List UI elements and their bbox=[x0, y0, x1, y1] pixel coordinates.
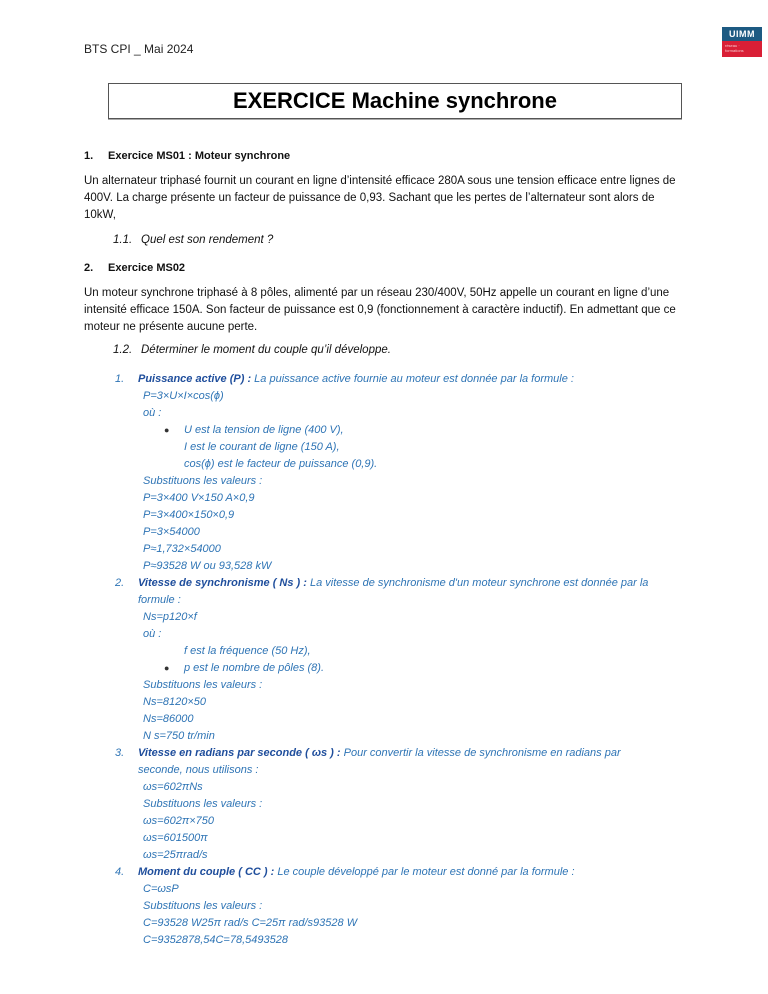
section-2-heading: Exercice MS02 bbox=[108, 262, 186, 274]
solution-1-number: 1. bbox=[115, 373, 125, 385]
section-2-number: 2. bbox=[84, 262, 94, 274]
omega-result: ωs=25πrad/s bbox=[143, 849, 208, 861]
calc-line: C=93528 W25π rad/s C=25π rad/s93528 W bbox=[143, 917, 358, 929]
torque-result: C=9352878,54C=78,5493528 bbox=[143, 934, 288, 946]
solution-1-intro: La puissance active fournie au moteur est donnée par la formule : bbox=[254, 373, 574, 385]
solution-2-intro-cont: formule : bbox=[138, 594, 181, 606]
section-1-paragraph: Un alternateur triphasé fournit un courant en ligne d’intensité efficace 280A sous une tension efficace entre lignes de 400V. La charge présente un facteur de puissance de 0,93. Sachant que les pertes de l’alternateur sont alors de 10kW, bbox=[84, 175, 676, 221]
def-f: f est la fréquence (50 Hz), bbox=[184, 645, 311, 657]
bullet-icon: ● bbox=[164, 663, 170, 673]
solution-4-heading: Moment du couple ( CC ) : bbox=[138, 866, 275, 878]
calc-line: Ns=8120×50 bbox=[143, 696, 206, 708]
calc-line: Ns=86000 bbox=[143, 713, 194, 725]
solution-1-heading-line bbox=[138, 373, 574, 385]
question-1-1 bbox=[113, 234, 273, 246]
ns-result: N s=750 tr/min bbox=[143, 730, 215, 742]
substitute-label: Substituons les valeurs : bbox=[143, 798, 263, 810]
section-1-title bbox=[84, 150, 290, 162]
logo-bottom-text: réseau · formations bbox=[722, 41, 762, 57]
solution-4-heading-line bbox=[138, 866, 575, 878]
substitute-label: Substituons les valeurs : bbox=[143, 475, 263, 487]
solution-4-intro: Le couple développé par le moteur est donné par la formule : bbox=[277, 866, 575, 878]
section-1-number: 1. bbox=[84, 150, 94, 162]
substitute-label: Substituons les valeurs : bbox=[143, 679, 263, 691]
solution-2-heading-line bbox=[138, 577, 648, 589]
def-I: I est le courant de ligne (150 A), bbox=[184, 441, 340, 453]
solution-2-intro: La vitesse de synchronisme d'un moteur synchrone est donnée par la bbox=[310, 577, 649, 589]
solution-3-intro-cont: seconde, nous utilisons : bbox=[138, 764, 259, 776]
question-1-1-text: Quel est son rendement ? bbox=[141, 234, 274, 246]
power-result: P≈93528 W ou 93,528 kW bbox=[143, 560, 272, 572]
solution-2-heading: Vitesse de synchronisme ( Ns ) : bbox=[138, 577, 307, 589]
substitute-label: Substituons les valeurs : bbox=[143, 900, 263, 912]
solution-3-intro: Pour convertir la vitesse de synchronisme en radians par bbox=[343, 747, 621, 759]
where-label: où : bbox=[143, 407, 162, 419]
solution-3-number: 3. bbox=[115, 747, 125, 759]
calc-line: ωs=601500π bbox=[143, 832, 208, 844]
formula-torque: C=ωsP bbox=[143, 883, 179, 895]
calc-line: P=3×400×150×0,9 bbox=[143, 509, 235, 521]
solution-1-heading: Puissance active (P) : bbox=[138, 373, 252, 385]
formula-omega: ωs=602πNs bbox=[143, 781, 203, 793]
formula-power: P=3×U×I×cos(ϕ) bbox=[143, 390, 224, 402]
def-U: U est la tension de ligne (400 V), bbox=[184, 424, 344, 436]
def-cos: cos(ϕ) est le facteur de puissance (0,9). bbox=[184, 458, 378, 470]
solution-3-heading-line bbox=[138, 747, 621, 759]
calc-line: P=3×400 V×150 A×0,9 bbox=[143, 492, 255, 504]
section-2-paragraph: Un moteur synchrone triphasé à 8 pôles, alimenté par un réseau 230/400V, 50Hz appelle un courant en ligne d’une intensité efficace 150A. Son facteur de puissance est 0,9 (fonctionnement à caractère inductif). En admettant que ce moteur ne présente aucune perte. bbox=[84, 287, 676, 333]
calc-line: ωs=602π×750 bbox=[143, 815, 214, 827]
solution-2-number: 2. bbox=[115, 577, 125, 589]
question-1-2-number: 1.2. bbox=[113, 344, 133, 356]
solution-4-number: 4. bbox=[115, 866, 125, 878]
section-2-title bbox=[84, 262, 185, 274]
question-1-2 bbox=[113, 344, 391, 356]
course-header: BTS CPI _ Mai 2024 bbox=[84, 42, 194, 56]
solution-3-heading: Vitesse en radians par seconde ( ωs ) : bbox=[138, 747, 341, 759]
def-p: p est le nombre de pôles (8). bbox=[184, 662, 325, 674]
formula-ns: Ns=p120×f bbox=[143, 611, 197, 623]
question-1-2-text: Déterminer le moment du couple qu’il développe. bbox=[141, 344, 391, 356]
calc-line: P=3×54000 bbox=[143, 526, 200, 538]
logo-top-text: UIMM bbox=[722, 27, 762, 41]
bullet-icon: ● bbox=[164, 425, 170, 435]
calc-line: P≈1,732×54000 bbox=[143, 543, 221, 555]
page-title: EXERCICE Machine synchrone bbox=[108, 83, 682, 119]
uimm-logo bbox=[722, 27, 762, 57]
where-label: où : bbox=[143, 628, 162, 640]
section-1-heading: Exercice MS01 : Moteur synchrone bbox=[108, 150, 291, 162]
question-1-1-number: 1.1. bbox=[113, 234, 133, 246]
